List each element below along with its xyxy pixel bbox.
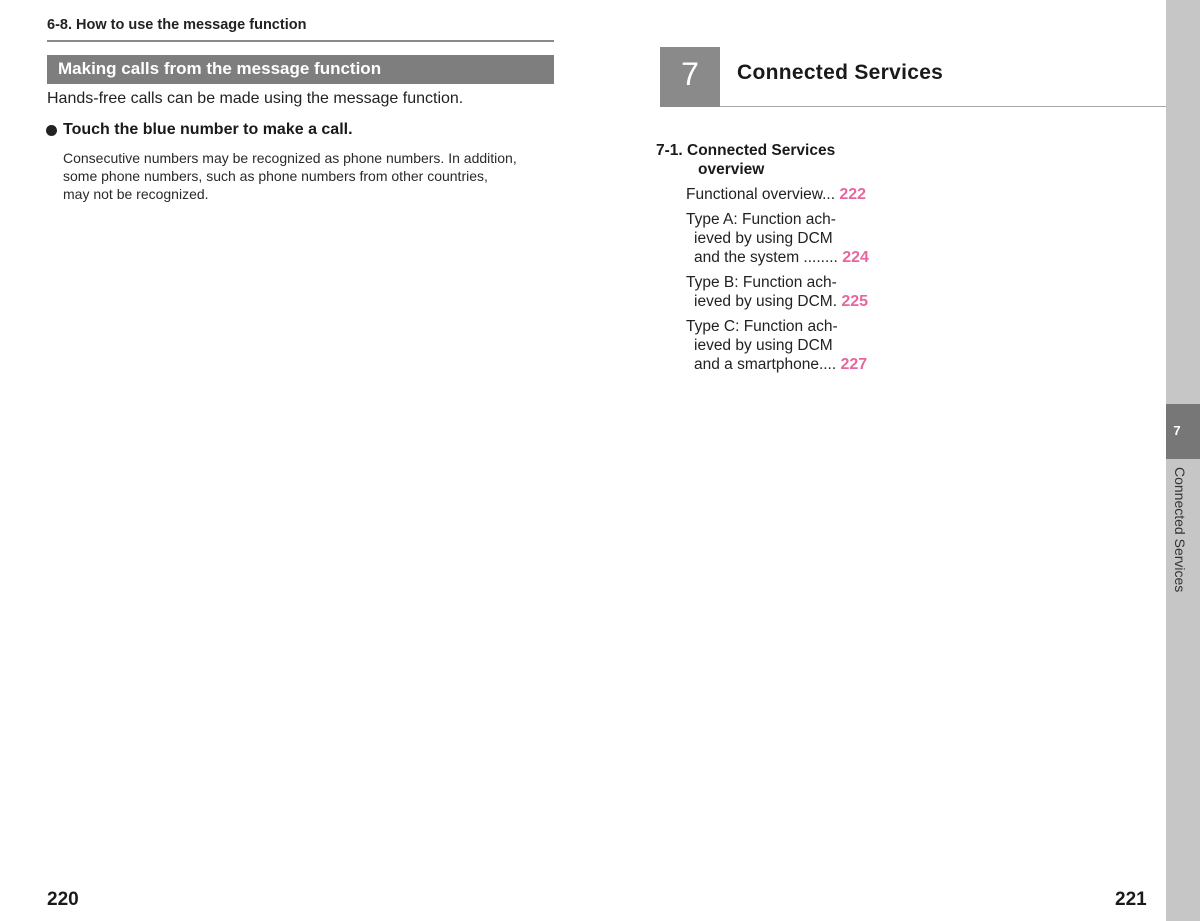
toc-page-link[interactable]: 227 <box>840 356 868 373</box>
page-number-left: 220 <box>47 889 79 910</box>
toc-entry-line <box>686 355 867 374</box>
bullet-description-line: may not be recognized. <box>63 186 209 202</box>
toc-heading-line: 7-1. Connected Services <box>656 142 836 159</box>
toc-entry-line: Type A: Function ach- <box>686 211 836 228</box>
toc-heading-line: overview <box>698 161 765 178</box>
toc-entry-text: and a smartphone.... <box>694 356 837 373</box>
toc-entry-text: and the system ........ <box>694 249 838 266</box>
toc-entry-text: Functional overview... <box>686 186 836 203</box>
toc-entry-line: ieved by using DCM <box>694 337 833 354</box>
intro-text: Hands-free calls can be made using the message function. <box>47 90 464 107</box>
toc-entry-line <box>686 292 868 311</box>
running-head: 6-8. How to use the message function <box>47 17 307 33</box>
chapter-number-box <box>660 47 720 107</box>
page-number-right: 221 <box>1115 889 1147 910</box>
toc-entry-line: Type B: Function ach- <box>686 274 837 291</box>
bullet-title: Touch the blue number to make a call. <box>63 121 353 138</box>
toc-page-link[interactable]: 222 <box>839 186 867 203</box>
section-title-bar <box>47 55 554 84</box>
toc-entry-line: ieved by using DCM <box>694 230 833 247</box>
running-head-rule <box>47 40 554 42</box>
side-thumb-strip <box>1166 0 1200 921</box>
toc-entry-type-c[interactable] <box>686 317 867 374</box>
toc-page-link[interactable]: 224 <box>842 249 869 266</box>
toc-entry-type-a[interactable] <box>686 210 869 267</box>
toc-entry-text: ieved by using DCM. <box>694 293 838 310</box>
toc-entry-line <box>686 185 866 204</box>
chapter-title-rule <box>720 106 1166 107</box>
toc-entry-line <box>686 248 869 267</box>
toc-section-heading <box>656 141 835 179</box>
chapter-number: 7 <box>681 56 699 92</box>
bullet-description-line: some phone numbers, such as phone numbers from other countries, <box>63 168 488 184</box>
toc-entry-line: Type C: Function ach- <box>686 318 838 335</box>
chapter-title: Connected Services <box>737 61 944 84</box>
section-title: Making calls from the message function <box>58 59 382 78</box>
bullet-description-line: Consecutive numbers may be recognized as phone numbers. In addition, <box>63 150 517 166</box>
side-tab-number: 7 <box>1173 423 1181 438</box>
toc-entry-type-b[interactable] <box>686 273 868 311</box>
bullet-item <box>46 121 353 139</box>
side-tab-label: Connected Services <box>1172 467 1188 593</box>
toc-page-link[interactable]: 225 <box>841 293 869 310</box>
toc-entry-functional-overview[interactable] <box>686 185 866 204</box>
bullet-dot-icon <box>46 125 57 136</box>
side-tab-chapter-7[interactable] <box>1166 404 1200 459</box>
bullet-description <box>63 149 563 203</box>
